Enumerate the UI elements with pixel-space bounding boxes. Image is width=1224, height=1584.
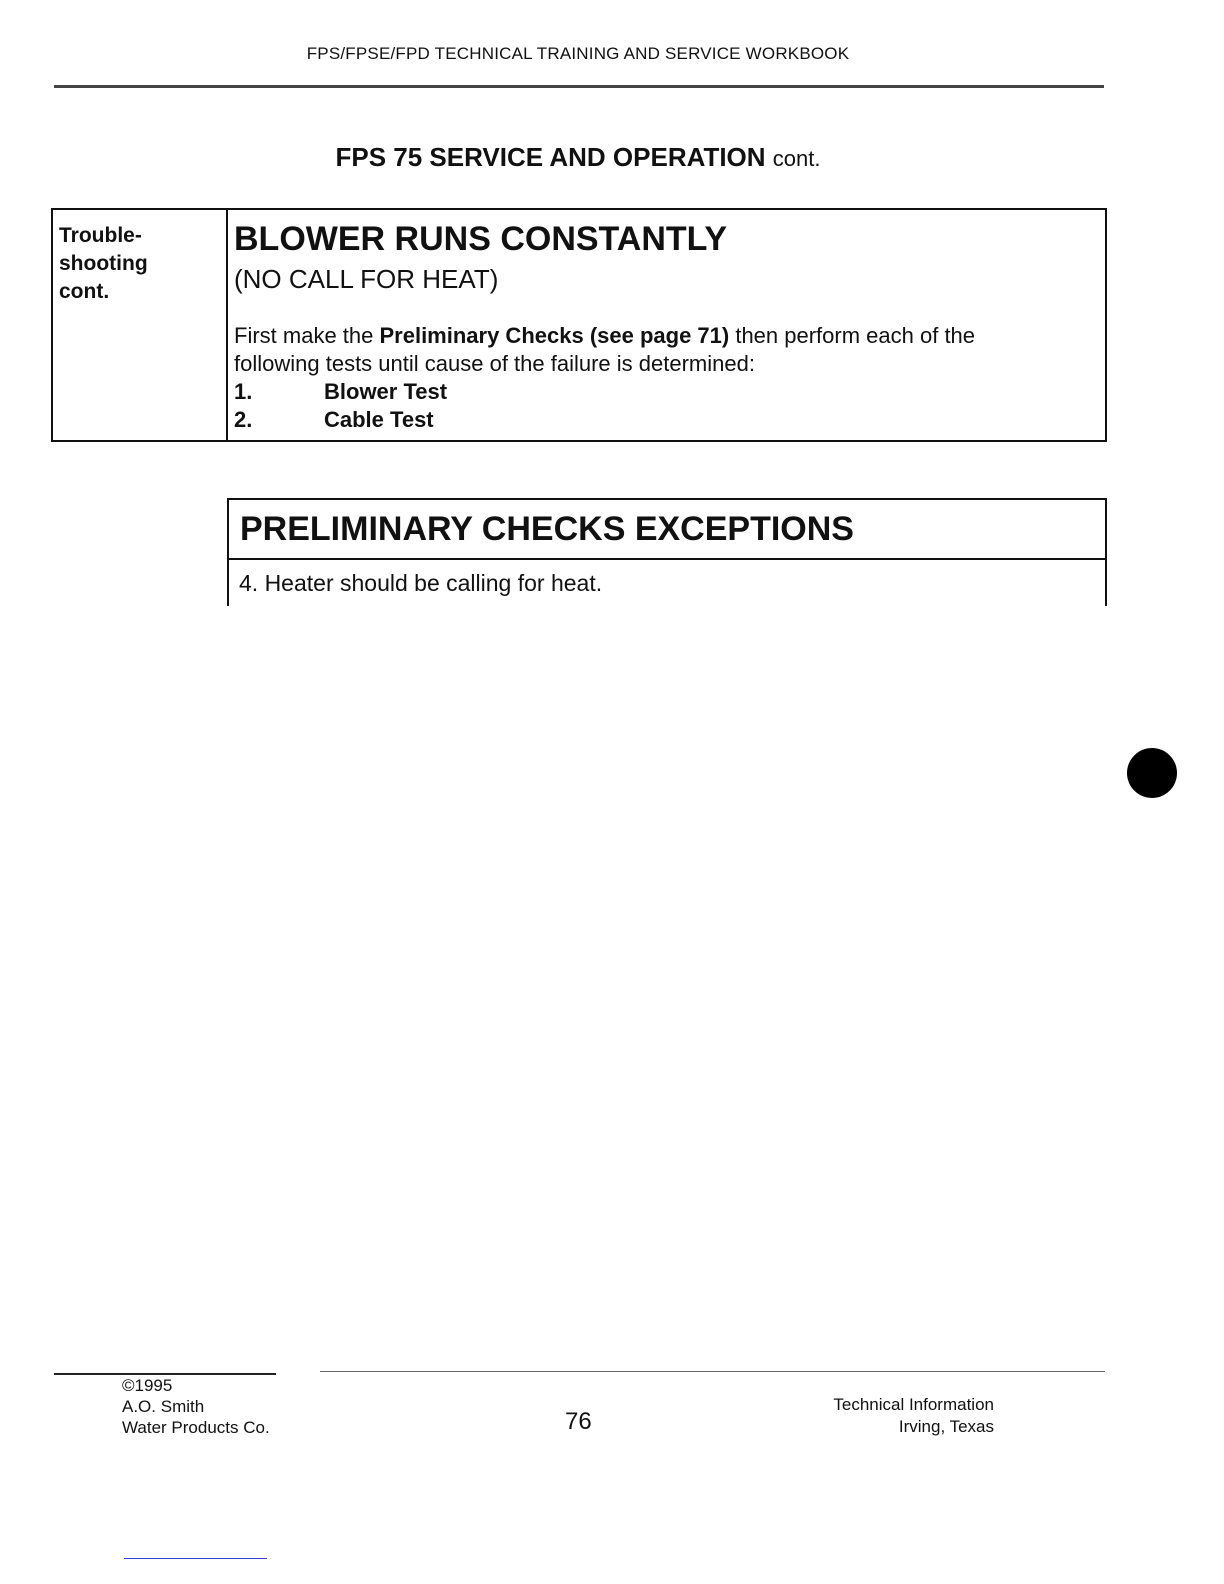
footer-right-line: Irving, Texas [898,1417,994,1436]
footer-left-line: ©1995 [122,1376,173,1395]
problem-subtitle: (NO CALL FOR HEAT) [234,264,499,294]
side-label-line: shooting [59,252,148,275]
test-label: Cable Test [324,407,434,432]
instruction-suffix: then perform each of the following tests until cause of the failure is determined: [234,323,976,376]
header-rule [54,85,1104,88]
test-item [234,379,447,405]
test-label: Blower Test [324,379,448,404]
test-number: 1. [234,379,253,404]
bottom-rule [124,1558,267,1559]
section-title [0,142,1156,173]
test-number: 2. [234,407,253,432]
footer-left-line: A.O. Smith [122,1397,205,1416]
side-label-line: Trouble- [59,224,142,247]
footer-location [794,1394,994,1438]
instruction-reference: Preliminary Checks (see page 71) [379,323,730,348]
instruction-prefix: First make the [234,323,380,348]
side-label-line: cont. [59,280,110,303]
page-number: 76 [565,1408,592,1435]
side-label [59,222,148,306]
exceptions-item: 4. Heater should be calling for heat. [239,570,603,596]
running-header: FPS/FPSE/FPD TECHNICAL TRAINING AND SERVICE WORKBOOK [306,44,850,63]
footer-copyright [122,1375,270,1438]
section-title-cont: cont. [772,146,821,171]
problem-title: BLOWER RUNS CONSTANTLY [234,220,727,258]
exceptions-title: PRELIMINARY CHECKS EXCEPTIONS [240,510,854,548]
instructions [234,322,1064,378]
section-title-text: FPS 75 SERVICE AND OPERATION [335,142,766,172]
troubleshooting-divider [226,208,228,442]
footer-left-line: Water Products Co. [122,1418,270,1437]
footer-rule [320,1371,1105,1372]
punch-hole [1127,748,1177,798]
footer-right-line: Technical Information [833,1395,994,1414]
exceptions-rule [227,558,1105,560]
test-item [234,407,434,433]
